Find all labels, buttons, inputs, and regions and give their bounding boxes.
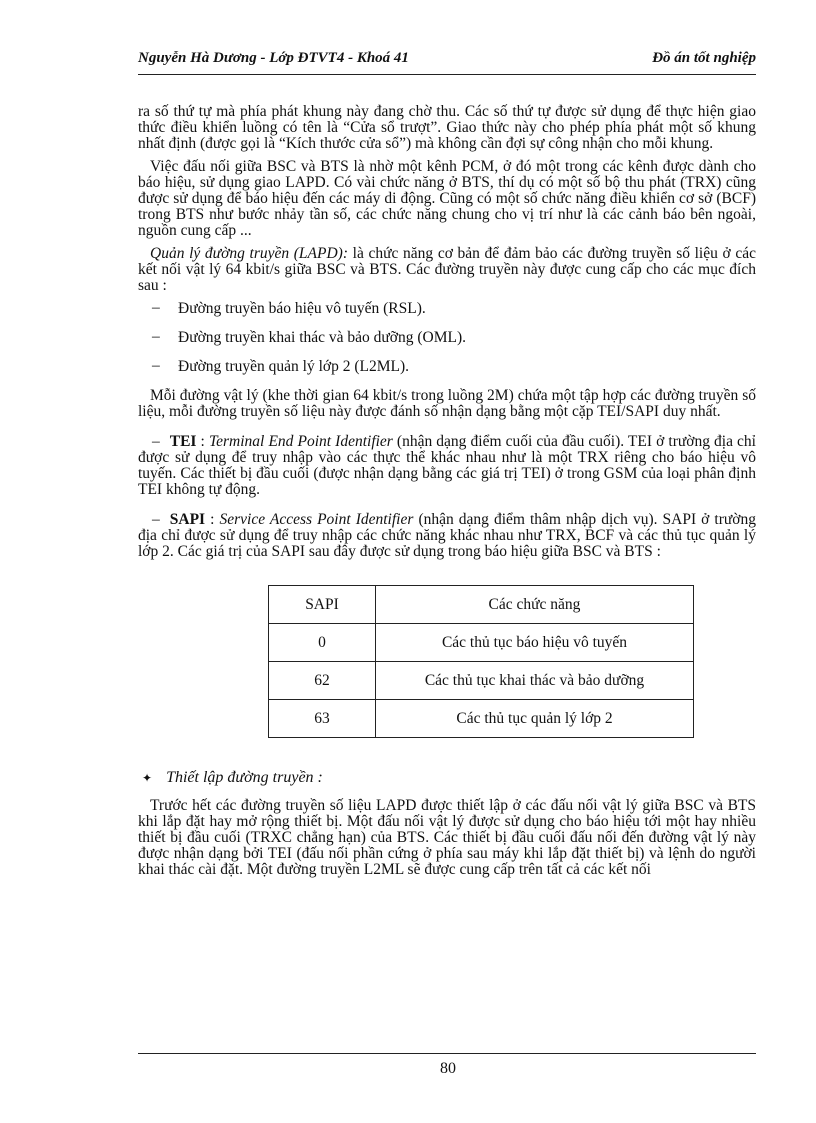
list-item [138, 359, 756, 375]
section-title: Thiết lập đường truyền : [166, 769, 323, 786]
page-number: 80 [440, 1060, 456, 1077]
dash-bullet: – [152, 357, 160, 374]
table-cell: Các thủ tục báo hiệu vô tuyến [376, 624, 694, 662]
table-header-sapi: SAPI [269, 586, 376, 624]
table-cell: Các thủ tục quản lý lớp 2 [376, 700, 694, 738]
table-header-functions: Các chức năng [376, 586, 694, 624]
header-rule [138, 74, 756, 75]
list-item [138, 330, 756, 346]
dash-bullet: – [152, 328, 160, 345]
sapi-text: (nhận dạng điểm thâm nhập dịch vụ). SAPI ở trường địa chỉ được sử dụng để truy nhập các chức năng khác nhau như TRX, BCF và các thủ tục quản lý lớp 2. Các giá trị của SAPI sau đây được sử dụng trong báo hiệu giữa BSC và BTS : [138, 511, 756, 560]
paragraph: Mỗi đường vật lý (khe thời gian 64 kbit/s trong luồng 2M) chứa một tập hợp các đường truyền số liệu, mỗi đường truyền số liệu này được đánh số nhận dạng bằng một cặp TEI/SAPI duy nhất. [138, 387, 756, 420]
dash-bullet: – [152, 299, 160, 316]
tei-term: TEI [169, 433, 197, 450]
list-item-text: Đường truyền quản lý lớp 2 (L2ML). [178, 358, 409, 375]
header-doc-title: Đồ án tốt nghiệp [652, 50, 756, 66]
dash-bullet: – [152, 433, 160, 450]
table-cell: 0 [269, 624, 376, 662]
star-bullet-icon: ✦ [142, 771, 153, 785]
paragraph: Việc đấu nối giữa BSC và BTS là nhờ một kênh PCM, ở đó một trong các kênh được dành cho báo hiệu, sử dụng giao LAPD. Có vài chức năng ở BTS, thí dụ có một số bộ thu phát (TRX) cũng được sử dụng để báo hiệu đến các máy di động. Cũng có một số chức năng điều khiển cơ sở (BCF) trong BTS như bước nhảy tần số, các chức năng chung cho vị trí như là các cảnh báo bên ngoài, nguồn cung cấp ... [138, 158, 756, 239]
paragraph: ra số thứ tự mà phía phát khung này đang chờ thu. Các số thứ tự được sử dụng để thực hiện giao thức điều khiển luồng có tên là “Cửa sổ trượt”. Giao thức này cho phép phía phát một số khung nhất định (được gọi là “Kích thước cửa sổ”) mà không cần đợi sự công nhận cho mỗi khung. [138, 103, 756, 152]
table-cell: 62 [269, 662, 376, 700]
sapi-table [268, 585, 694, 738]
table-row [269, 700, 694, 738]
lapd-heading: Quản lý đường truyền (LAPD): [150, 245, 349, 262]
header-author: Nguyễn Hà Dương - Lớp ĐTVT4 - Khoá 41 [138, 50, 409, 66]
table-row [269, 624, 694, 662]
term-separator: : [205, 511, 220, 528]
footer-rule [138, 1053, 756, 1054]
sapi-term: SAPI [169, 511, 206, 528]
table-row [269, 662, 694, 700]
sapi-definition: Service Access Point Identifier [219, 511, 414, 528]
tei-paragraph [138, 434, 756, 498]
dash-bullet: – [152, 511, 160, 528]
term-separator: : [196, 433, 209, 450]
tei-definition: Terminal End Point Identifier [208, 433, 393, 450]
lapd-text: là chức năng cơ bản để đảm bảo các đường truyền số liệu ở các kết nối vật lý 64 kbit/s giữa BSC và BTS. Các đường truyền này được cung cấp cho các mục đích sau : [138, 245, 756, 294]
table-cell: 63 [269, 700, 376, 738]
list-item-text: Đường truyền báo hiệu vô tuyến (RSL). [178, 300, 426, 317]
section-heading [142, 770, 756, 786]
list-item-text: Đường truyền khai thác và bảo dưỡng (OML). [178, 329, 467, 346]
sapi-paragraph [138, 512, 756, 560]
list-item [138, 301, 756, 317]
page-body [138, 104, 756, 885]
paragraph: Trước hết các đường truyền số liệu LAPD được thiết lập ở các đấu nối vật lý giữa BSC và BTS khi lắp đặt hay mở rộng thiết bị. Một đấu nối vật lý được sử dụng cho báo hiệu tới một hay nhiều thiết bị đầu cuối (TRXC chẳng hạn) của BTS. Các thiết bị đầu cuối đấu nối đến đường vật lý này được nhận dạng bởi TEI (đấu nối phần cứng ở phía sau máy khi lắp đặt thiết bị) và lệnh do người khai thác cài đặt. Một đường truyền L2ML sẽ được cung cấp trên tất cả các kết nối [138, 797, 756, 878]
paragraph [138, 246, 756, 294]
table-cell: Các thủ tục khai thác và bảo dưỡng [376, 662, 694, 700]
tei-text: (nhận dạng điểm cuối của đầu cuối). TEI ở trường địa chỉ được sử dụng để truy nhập vào các thực thể khác nhau như là một TRX riêng cho báo hiệu vô tuyến. Các thiết bị đầu cuối (được nhận dạng bằng các giá trị TEI) ở trong GSM của loại phân định TEI không tự động. [138, 433, 756, 498]
page-header [138, 50, 756, 70]
table-header-row [269, 586, 694, 624]
